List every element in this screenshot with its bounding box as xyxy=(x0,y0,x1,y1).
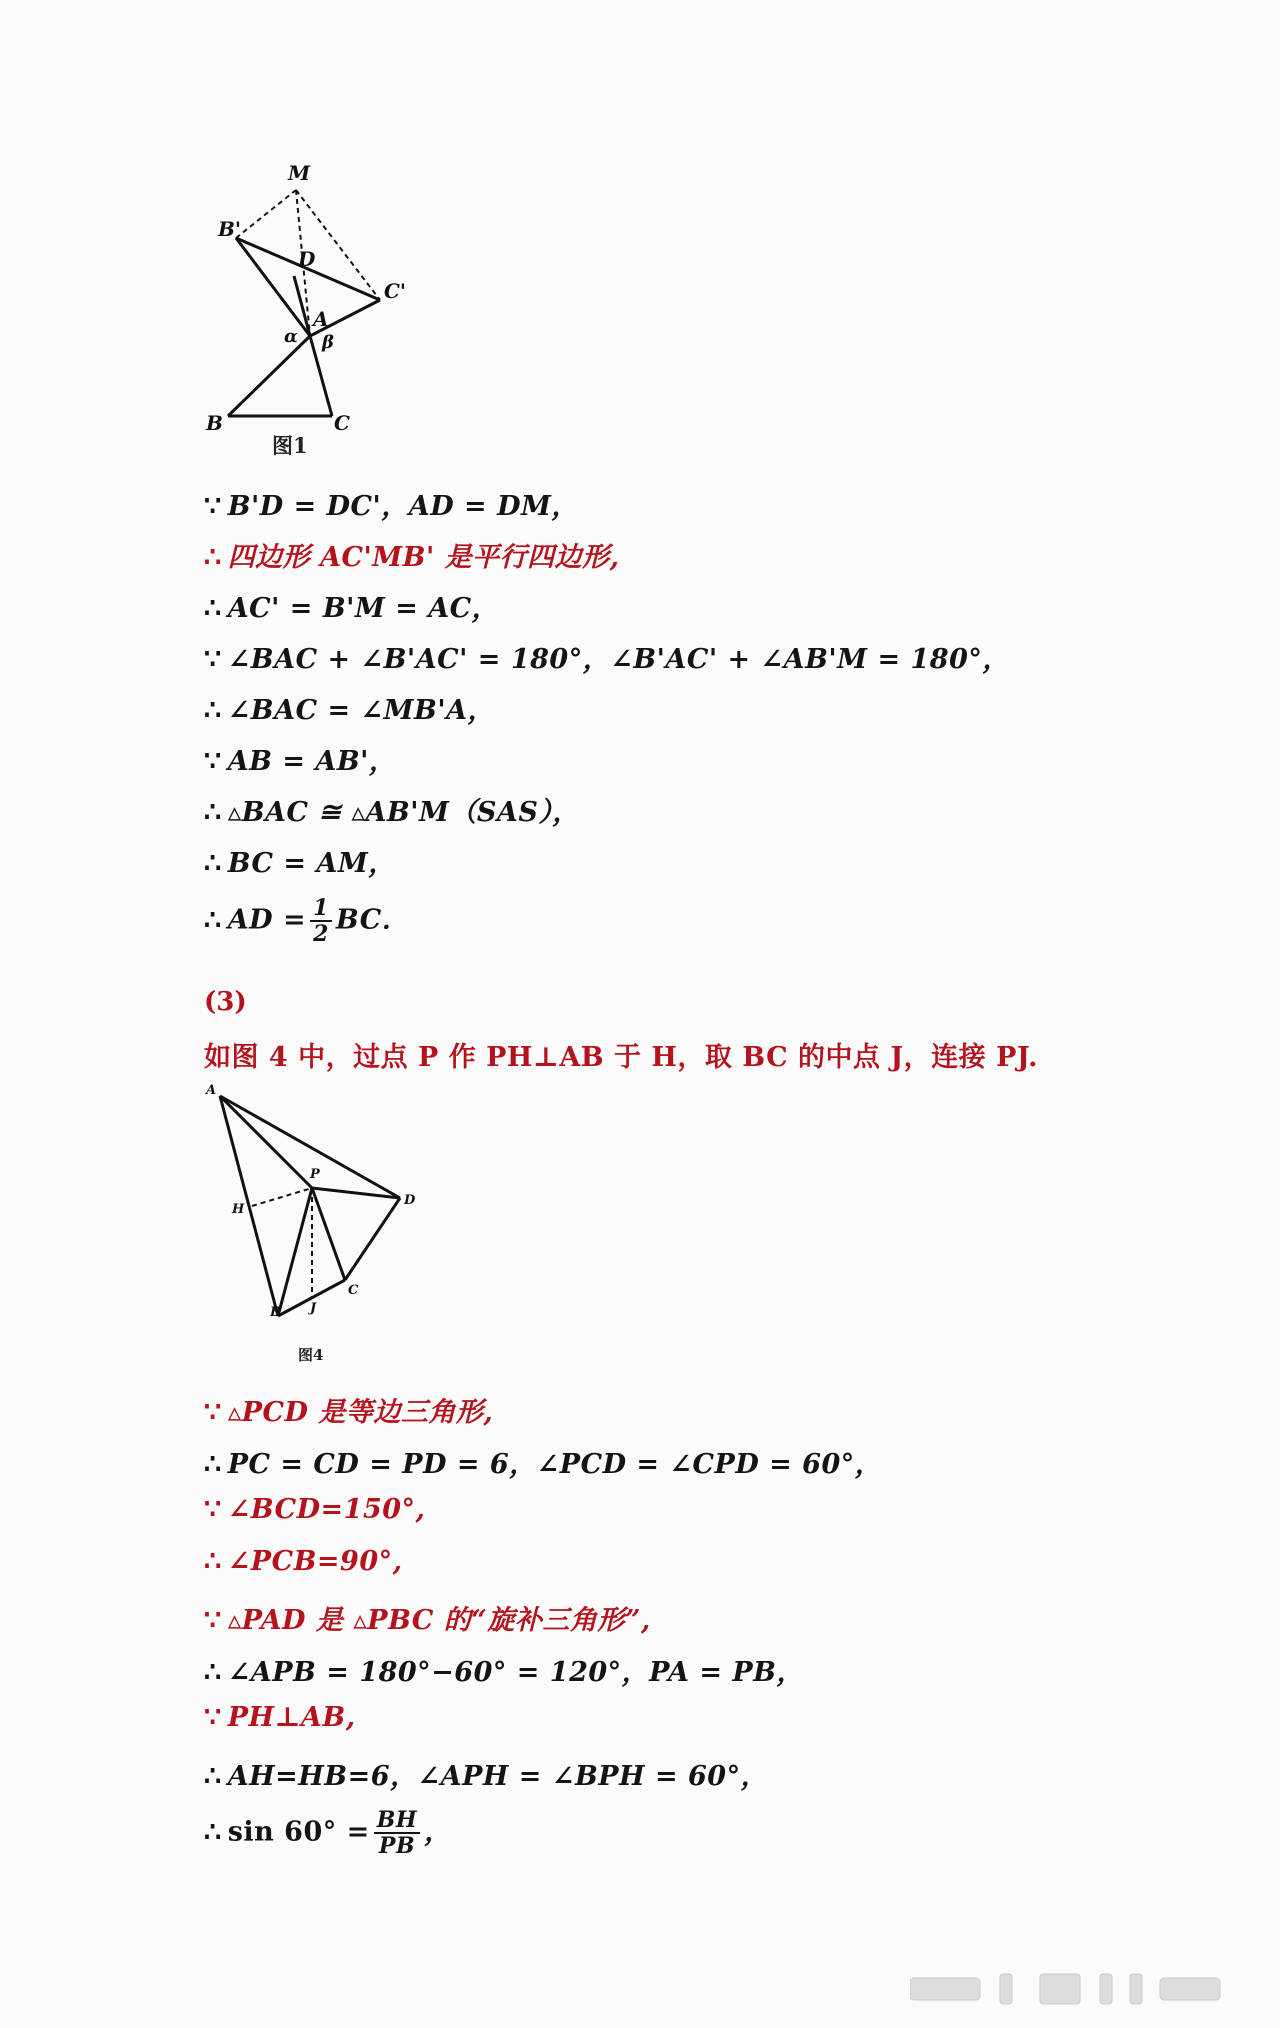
proof-line-3: ∴ AC' = B'M = AC， xyxy=(204,593,500,624)
point-label: A xyxy=(206,1083,217,1098)
figure-4-caption: 图4 xyxy=(298,1346,324,1364)
proof-line-1: ∵ B'D = DC'，AD = DM， xyxy=(204,491,579,522)
point-label: C xyxy=(348,1283,359,1298)
watermark xyxy=(910,1970,1240,2014)
proof2-line-6: ∴ ∠APB = 180°−60° = 120°，PA = PB， xyxy=(204,1657,804,1688)
point-label: C xyxy=(334,411,350,435)
figure-4 xyxy=(200,1080,440,1320)
proof2-line-1: ∵ ▵PCD 是等边三角形, xyxy=(204,1397,494,1428)
figure-4-diagram xyxy=(200,1080,440,1320)
point-label: B xyxy=(206,411,223,435)
point-label: D xyxy=(404,1193,416,1208)
proof2-line-7: ∵ PH⊥AB, xyxy=(204,1702,356,1733)
point-label: C' xyxy=(384,279,407,303)
proof2-line-2: ∴ PC = CD = PD = 6，∠PCD = ∠CPD = 60°， xyxy=(204,1449,883,1480)
point-label: B' xyxy=(218,217,242,241)
intro-line: 如图 4 中，过点 P 作 PH⊥AB 于 H，取 BC 的中点 J，连接 PJ. xyxy=(204,1042,1038,1073)
fraction: $\frac{BH}{PB}$ xyxy=(374,1808,420,1858)
figure-1-diagram xyxy=(200,158,440,458)
point-label: D xyxy=(298,247,316,271)
point-label: α xyxy=(284,326,298,347)
figure-1-caption: 图1 xyxy=(272,433,308,458)
watermark-bars xyxy=(910,1970,1240,2010)
point-label: P xyxy=(310,1167,320,1182)
fraction: $\frac{1}{2}$ xyxy=(310,896,332,946)
part-label: (3) xyxy=(204,987,247,1017)
proof-line-2: ∴ 四边形 AC'MB' 是平行四边形, xyxy=(204,542,620,573)
point-label: J xyxy=(310,1301,317,1316)
proof-line-8: ∴ BC = AM， xyxy=(204,848,396,879)
point-label: M xyxy=(288,161,311,185)
proof-line-5: ∴ ∠BAC = ∠MB'A， xyxy=(204,695,496,726)
proof-line-6: ∵ AB = AB'， xyxy=(204,746,397,777)
point-label: A xyxy=(313,307,329,331)
proof2-line-3: ∵ ∠BCD=150°, xyxy=(204,1494,426,1525)
point-label: β xyxy=(322,332,334,353)
proof-line-ad: ∴ AD = $\frac{1}{2}$ BC． xyxy=(204,895,410,947)
point-label: H xyxy=(232,1202,245,1217)
point-label: B xyxy=(270,1305,281,1320)
proof-line-7: ∴ ▵BAC ≅ ▵AB'M（SAS）， xyxy=(204,797,580,828)
proof-line-4: ∵ ∠BAC + ∠B'AC' = 180°，∠B'AC' + ∠AB'M = 180°， xyxy=(204,644,1010,675)
proof2-line-8: ∴ AH=HB=6，∠APH = ∠BPH = 60°， xyxy=(204,1761,769,1792)
proof2-line-4: ∴ ∠PCB=90°, xyxy=(204,1546,403,1577)
proof2-line-sin: ∴ sin 60° = $\frac{BH}{PB}$ ， xyxy=(204,1807,452,1859)
figure-1 xyxy=(200,158,440,458)
proof2-line-5: ∵ ▵PAD 是 ▵PBC 的“旋补三角形”, xyxy=(204,1605,651,1636)
